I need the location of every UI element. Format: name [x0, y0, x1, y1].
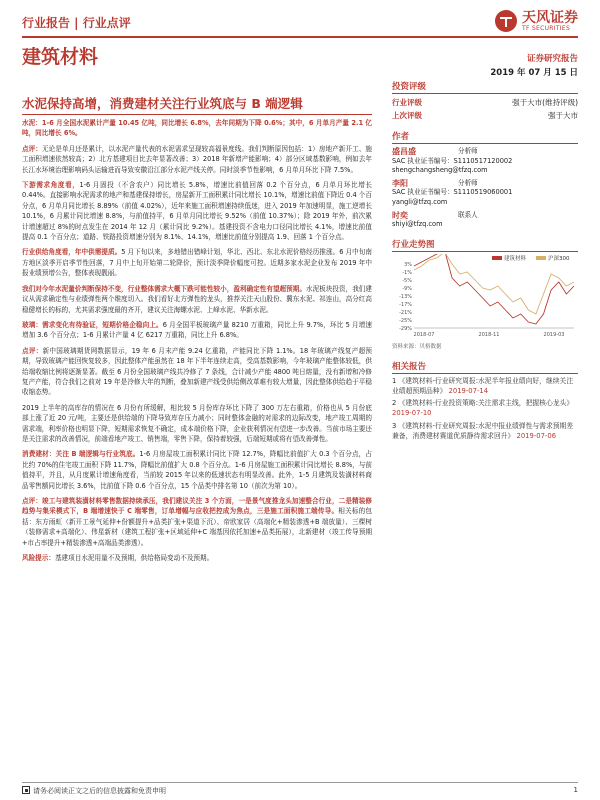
y-tick-label: -21%: [399, 309, 412, 316]
tf-logo-icon: [494, 9, 518, 33]
author-list: [392, 147, 578, 230]
related-report-item[interactable]: [392, 421, 578, 441]
paragraph-text: 1-6 月固投（不含农户）同比增长 5.8%，增速比前值回落 0.2 个百分点，6 月单月环比增长 0.44%。直接影响水泥需求的地产和基建保持增长，房屋新开工面积累计同比增长 10.1%，增速比前值下降近 0.4 个百分点，6 月单月同比增长 8.89%（前值 4.02%），近年来施工面积增速持续低迷，进入 2019 年加速明显，施工逆增长 10.1%，6 月累计同比增速 8.8%，与前值持平，6 月单月同比增长 9.52%（前值 10.37%）；除 2019 年外，前次累计增速超过 8%的时点发生在 2014 年 12 月（累计同比 9.2%）。基建投资不含电力口径同比增长 4.1%，增速比前值提高 0.1 个百分点；道路、铁路投资增速分别为 8.1%、14.1%，增速比前值分别提高 1.9、回落 1 个百分点。: [22, 181, 373, 242]
related-heading: 相关报告: [392, 360, 578, 374]
author-role: 分析师: [458, 147, 478, 155]
legend-label: 沪深300: [548, 255, 570, 262]
report-meta: [490, 52, 578, 80]
rating-heading: 投资评级: [392, 80, 578, 94]
paragraph-text: 无论是单月还是累计，以水泥产量代表的水泥需求呈现较高福景度线。我们判断原因包括：1）房地产新开工、施工面积增速依然较高；2）北方基建项目比去年显著改善；3）2018 年新增产能影响；4）部分区域基数影响，例如去年长江水环境治理影响码头运输进而导致安徽沿江部分水泥产线关停。同时淡季节性影响，6 月单月环比下降 7.5%。: [22, 144, 372, 174]
legend-swatch: [536, 256, 546, 260]
page-footer: [22, 782, 578, 796]
body-paragraph: [22, 118, 372, 139]
paragraph-lead: 点评：: [22, 144, 42, 153]
author-name: 盛昌盛: [392, 147, 416, 156]
related-report-list: [392, 376, 578, 441]
report-type: 行业报告 | 行业点评: [22, 16, 131, 30]
related-report-item[interactable]: [392, 398, 578, 418]
paragraph-text: 1-6 月房屋竣工面积累计同比下降 12.7%，降幅比前值扩大 0.3 个百分点，占比约 70%的住宅竣工面积下降 11.7%，降幅比前值扩大 0.8 个百分点。1-6 月房屋施工面积累计同比增长 8.8%，与前值持平，并且，从月度累计增速角度看，当前较 2015 年以来的低速状态有明显改善。此外，1-5 月建筑及装潢材料商品零售额同比增长 3.6%，比前值下降 0.6 个百分点，15 个品类中排名第 10（前次为第 10）。: [22, 450, 372, 490]
paragraph-text: 基建项目水泥用量不及预期，供给格局变动不及预期。: [54, 554, 214, 563]
disclaimer-text: 请务必阅读正文之后的信息披露和免责申明: [33, 787, 166, 795]
author-entry: [392, 147, 578, 176]
rating-key: 行业评级: [392, 98, 422, 107]
y-tick-label: -25%: [399, 317, 412, 324]
author-email[interactable]: yangli@tfzq.com: [392, 197, 448, 206]
page-number: 1: [573, 786, 578, 794]
paragraph-text: 6 月全国平板玻璃产量 8210 万重箱，同比上升 9.7%，环比 5 月增速增加 3.6 个百分点；1-6 月累计产量 4 亿 6217 万重箱，同比上升 6.8%。: [22, 320, 373, 340]
y-tick-label: -13%: [399, 293, 412, 300]
y-tick-label: -5%: [402, 277, 412, 284]
title-divider: [22, 114, 372, 115]
author-entry: [392, 179, 578, 208]
report-main-title: 水泥保持高增，消费建材关注行业筑底与 B 端逻辑: [22, 96, 303, 111]
chart-heading: 行业走势图: [392, 238, 578, 252]
paragraph-lead: 行业供给角度看，年中供需提质。: [22, 248, 122, 257]
logo-chinese-text: 天风证券: [522, 9, 578, 26]
y-tick-label: -1%: [402, 269, 412, 276]
y-tick-label: -9%: [402, 285, 412, 292]
related-report-date: 2019-07-06: [516, 431, 557, 440]
chart-source: 资料来源：贝格数据: [392, 343, 442, 350]
x-tick-label: 2018-11: [478, 331, 500, 338]
rating-table: [392, 96, 578, 122]
y-tick-label: -29%: [399, 325, 412, 332]
rating-key: 上次评级: [392, 111, 422, 120]
report-header: [22, 10, 578, 38]
related-report-date: 2019-07-14: [448, 386, 489, 395]
industry-title: 建筑材料: [22, 46, 99, 68]
body-paragraph: [22, 320, 372, 341]
related-report-item[interactable]: [392, 376, 578, 396]
author-certificate: SAC 执业证书编号：S1110517120002: [392, 156, 513, 165]
y-tick-label: 3%: [404, 261, 412, 268]
series-line-1: [414, 254, 574, 314]
disclaimer-link[interactable]: [22, 786, 166, 796]
report-date: 2019 年 07 月 15 日: [490, 68, 578, 78]
paragraph-lead: 水泥：1-6 月全国水泥累计产量 10.45 亿吨，同比增长 6.8%，去年同期为下降 0.6%；其中，6 月单月产量 2.1 亿吨，同比增长 6%。: [22, 119, 372, 138]
body-paragraph: [22, 284, 372, 315]
related-report-title: 1 《建筑材料-行业研究周报:水泥半年报业绩向好，继续关注业绩超预期品种》: [392, 376, 574, 395]
paragraph-lead: 我们对今年水泥量价判断保持不变，行业整体需求大概下跌可能性较小，盈利确定性有望超预期。: [22, 284, 306, 293]
paragraph-lead: 点评：竣工与建筑装潢材料零售数据持续承压，我们建议关注 3 个方面，一是景气度推龙头加速整合行业，二是精装修趋势与集采模式下，B 端增速快于 C 端零售，订单增幅与应收把控成为焦点，三是施工面积施工端传导。: [22, 497, 372, 516]
rating-row: [392, 96, 578, 109]
author-role: 分析师: [458, 178, 478, 187]
author-role: 联系人: [458, 210, 478, 219]
paragraph-lead: 玻璃：需求变化有待验证，短期价格企稳向上。: [22, 320, 163, 329]
author-email[interactable]: shengchangsheng@tfzq.com: [392, 166, 488, 175]
author-name: 李阳: [392, 178, 408, 188]
related-report-date: 2019-07-10: [392, 409, 432, 418]
qr-code-icon: [22, 786, 30, 794]
brand-logo: [494, 7, 578, 35]
paragraph-lead: 消费建材：关注 B 端逻辑与行业筑底。: [22, 450, 140, 459]
related-report-title: 3 《建筑材料-行业研究周报:水泥中报业绩弹性与需求预期差兼备，消费建材赛道优质静待需求回升》: [392, 421, 574, 440]
body-paragraph: [22, 449, 372, 491]
body-paragraph: [22, 403, 372, 445]
x-tick-label: 2018-07: [413, 331, 435, 338]
legend-swatch: [492, 256, 502, 260]
body-paragraph: [22, 346, 372, 398]
paragraph-lead: 点评：: [22, 346, 43, 355]
paragraph-text: 2019 上半年的高库存的情况在 6 月份有所缓解，相比较 5 月份库存环比下降了 300 万左右重箱，价格也从 5 月份底部上涨了近 20 元/吨，主要还是供给端的下降导致库存压力减小；同时整体金融的对需求的边际改变，地产竣工周期的需求端，利率价格也明显下降，短期需求恢复不确定，成本端价格下降，企业获利情况有望进一步改善。当前市场主要还是关注需求的改善情况，前端看地产竣工、销售端，零售下降，保持着较强，后端短期或将有望改善弹性。: [22, 403, 372, 443]
author-heading: 作者: [392, 130, 578, 144]
rating-row: [392, 109, 578, 122]
paragraph-text: 新中国玻璃期货网数据显示，19 年 6 月末产能 9.24 亿重箱，产能同比下降 1.1%。18 年玻璃产线复产超预期，导致玻璃产能回恢复较多，因此整体产能虽然在 18 年下半年连续走高，受高基数影响，今年玻璃产能整体较低，供给端收缩比例将逐渐显著。截至 6 月份全国玻璃产线共冷修了 7 条线，合计减少产能 4800 吨日熔量，没有新增和冷修复产产能，符合我们之前对 19 年是冷修大年的判断，叠加新建产线受供给侧改革难有较大增量，因此整体供给趋于平稳收缩态势。: [22, 346, 372, 397]
paragraph-text: 水泥板块投资，我们建议从需求确定性与业绩弹性两个维度切入。我们看好北方弹性的龙头，推荐关注天山股份、冀东水泥、祁连山，高分红高稳健增长的标的，尤其需求强度最的齐开，建议关注海螺水泥、上峰水泥、华新水泥。: [22, 284, 372, 314]
author-certificate: SAC 执业证书编号：S1110519060001: [392, 188, 513, 197]
report-body: [22, 118, 372, 563]
body-paragraph: [22, 553, 372, 563]
x-tick-label: 2019-03: [543, 331, 565, 338]
rating-value: 强于大市(维持评级): [512, 98, 578, 107]
body-paragraph: [22, 247, 372, 278]
author-entry: [392, 211, 578, 230]
paragraph-lead: 下游需求角度看，: [22, 181, 80, 190]
paragraph-lead: 风险提示：: [22, 554, 55, 563]
paragraph-text: 相关标的包括：东方雨虹（新开工景气延伸+份额提升+品类扩张+渠道下沉）、帝欧家居（高端化+精装渗透+B 端放量）、三棵树（装修需求+高端化）、伟星新材（建筑工程扩张+区域延伸+C 端基因依托加速+品类拓展），北新建材（竣工传导预期+市占率提升+精装渗透+高端品类渗透）。: [22, 507, 373, 547]
trend-chart-svg: [392, 254, 578, 340]
body-paragraph: [22, 180, 372, 242]
y-tick-label: -17%: [399, 301, 412, 308]
logo-english-text: TF SECURITIES: [522, 24, 571, 32]
sidebar: [392, 80, 578, 443]
body-paragraph: [22, 144, 372, 175]
series-line-0: [414, 254, 574, 324]
legend-label: 建筑材料: [504, 255, 527, 262]
author-email[interactable]: shiyi@tfzq.com: [392, 220, 443, 229]
rating-value: 强于大市: [548, 111, 578, 120]
body-paragraph: [22, 496, 372, 548]
author-name: 时奕: [392, 210, 408, 220]
industry-trend-chart: [392, 254, 578, 340]
paragraph-text: 5 月下旬以来，多地错出错峰计划，华北、西北、东北水泥价格经历推涨。6 月中旬南方地区淡季开启季节性回落，7 月中上旬开始第二轮降价，预计淡季降价幅度可控。近期多家水泥企业发布 2019 年中报业绩预增公告，整体表现靓丽。: [22, 248, 372, 278]
related-report-title: 2 《建筑材料-行业投资策略:关注需求主线，把握核心龙头》: [392, 399, 574, 408]
report-category-label: 证券研究报告: [526, 54, 578, 64]
